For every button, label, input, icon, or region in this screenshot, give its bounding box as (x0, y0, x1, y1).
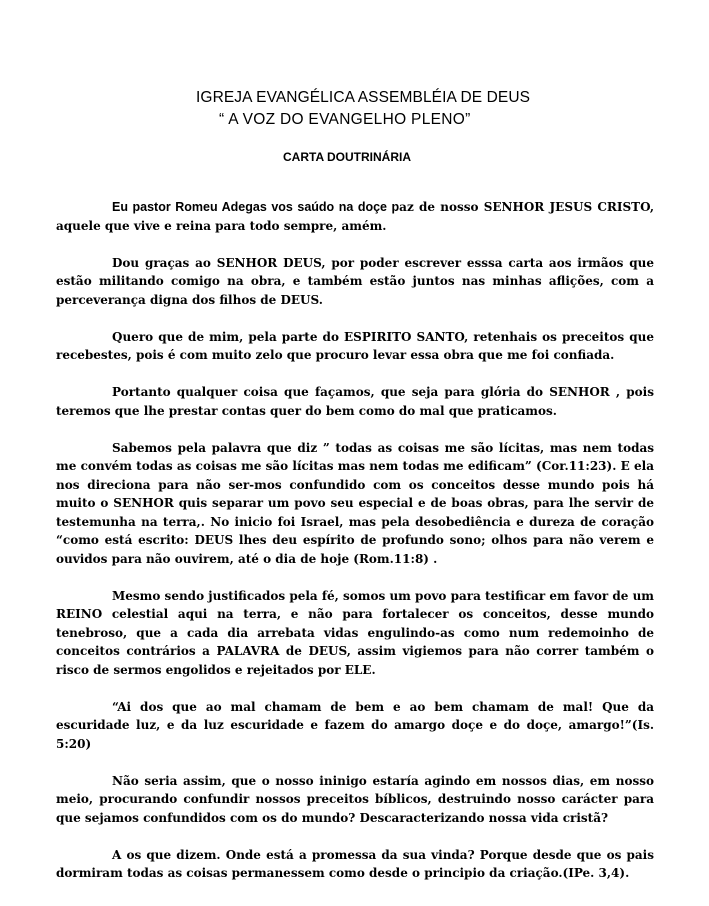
greeting-lead-text: Eu pastor Romeu Adegas vos saúdo na doçe p (112, 200, 400, 214)
paragraph-scripture: Sabemos pela palavra que diz ” todas as coisas me são lícitas, mas nem todas me convém todas as coisas me são lícitas mas nem todas me edificam” (Cor.11:23). E ela nos direciona para não ser-mos confundido com os conceitos desse mundo pois há muito o SENHOR quis separar um povo seu especial e de boas obras, para lhe servir de testemunha na terra,. No inicio foi Israel, mas pela desobediência e dureza de coração “como está escrito: DEUS lhes deu espírito de profundo sono; olhos para não verem e ouvidos para não ouvirem, até o dia de hoje (Rom.11:8) . (56, 440, 654, 566)
paragraph-thanks: Dou graças ao SENHOR DEUS, por poder escrever esssa carta aos irmãos que estão militando comigo na obra, e também estão juntos nas minhas aflições, com a perceverança digna dos filhos de DEUS. (56, 255, 654, 307)
paragraph-isaiah: “Ai dos que ao mal chamam de bem e ao bem chamam de mal! Que da escuridade luz, e da luz escuridade e fazem do amargo doçe e do doçe, amargo!”(Is. 5:20) (56, 699, 654, 751)
paragraph-greeting (56, 198, 654, 235)
paragraph-precepts: Quero que de mim, pela parte do ESPIRITO SANTO, retenhais os preceitos que recebestes, pois é com muito zelo que procuro levar essa obra que me foi confiada. (56, 329, 654, 362)
letter-body (56, 198, 654, 901)
paragraph-promise: A os que dizem. Onde está a promessa da sua vinda? Porque desde que os pais dormiram todas as coisas permanessem como desde o principio da criação.(IPe. 3,4). (56, 847, 654, 880)
paragraph-enemy: Não seria assim, que o nosso ininigo estaría agindo em nossos dias, em nosso meio, procurando confundir nossos preceitos bíblicos, destruindo nosso carácter para que sejamos confundidos com os do mundo? Descaracterizando nossa vida cristã? (56, 773, 654, 825)
paragraph-justified: Mesmo sendo justificados pela fé, somos um povo para testificar em favor de um REINO celestial aqui na terra, e não para fortalecer os conceitos, desse mundo tenebroso, que a cada dia arrebata vidas engulindo-as como num redemoinho de conceitos contrários a PALAVRA de DEUS, assim vigiemos para não correr também o risco de sermos engolidos e rejeitados por ELE. (56, 588, 654, 677)
church-motto: “ A VOZ DO EVANGELHO PLENO” (219, 111, 471, 128)
document-title: CARTA DOUTRINÁRIA (283, 150, 411, 164)
paragraph-glory: Portanto qualquer coisa que façamos, que seja para glória do SENHOR , pois teremos que lhe prestar contas quer do bem como do mal que praticamos. (56, 385, 654, 418)
church-name: IGREJA EVANGÉLICA ASSEMBLÉIA DE DEUS (196, 89, 531, 106)
greeting-rest-text: az de nosso SENHOR JESUS CRISTO, aquele que vive e reina para todo sempre, amém. (56, 200, 654, 233)
